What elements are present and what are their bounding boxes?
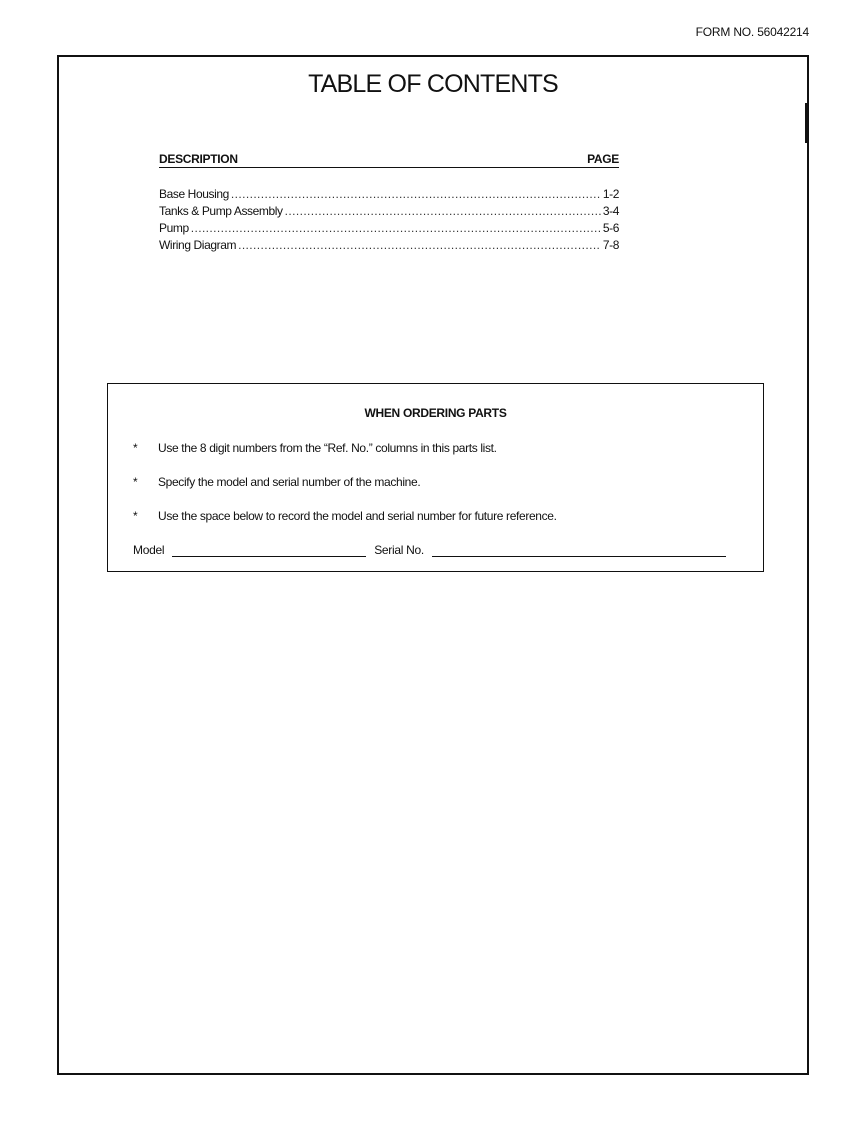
toc-entry-description: Wiring Diagram	[159, 238, 237, 252]
ordering-instruction-text: Use the 8 digit numbers from the “Ref. No.” columns in this parts list.	[158, 441, 497, 455]
toc-leader-dots	[285, 203, 601, 220]
page-frame	[57, 55, 809, 1075]
ordering-instruction	[133, 441, 497, 455]
toc-entry-page: 1-2	[602, 187, 619, 201]
toc-entry-page: 3-4	[602, 204, 619, 218]
serial-blank-line[interactable]	[432, 544, 726, 557]
serial-label: Serial No.	[374, 543, 424, 557]
bullet-marker: *	[133, 509, 138, 523]
ordering-instruction-text: Use the space below to record the model and serial number for future reference.	[158, 509, 557, 523]
toc-entry[interactable]	[159, 186, 619, 203]
table-of-contents	[159, 152, 619, 254]
page-title: TABLE OF CONTENTS	[308, 70, 558, 98]
bullet-marker: *	[133, 441, 138, 455]
toc-leader-dots	[231, 186, 601, 203]
ordering-instruction	[133, 475, 420, 489]
toc-entry-page: 5-6	[602, 221, 619, 235]
form-number: FORM NO. 56042214	[695, 25, 809, 39]
toc-entry-description: Tanks & Pump Assembly	[159, 204, 283, 218]
toc-entry[interactable]	[159, 237, 619, 254]
toc-entry-page: 7-8	[602, 238, 619, 252]
model-label: Model	[133, 543, 165, 557]
toc-entry[interactable]	[159, 203, 619, 220]
toc-description-header: DESCRIPTION	[159, 152, 238, 166]
ordering-instruction	[133, 509, 557, 523]
ordering-instruction-text: Specify the model and serial number of the machine.	[158, 475, 421, 489]
bullet-marker: *	[133, 475, 138, 489]
toc-entry-description: Base Housing	[159, 187, 229, 201]
toc-leader-dots	[238, 237, 601, 254]
toc-header	[159, 152, 619, 168]
ordering-parts-box	[107, 383, 764, 572]
toc-page-header: PAGE	[587, 152, 619, 166]
toc-entry-description: Pump	[159, 221, 189, 235]
toc-entry[interactable]	[159, 220, 619, 237]
ordering-parts-title: WHEN ORDERING PARTS	[364, 406, 507, 420]
model-serial-record-row	[133, 543, 734, 557]
model-blank-line[interactable]	[172, 544, 366, 557]
toc-leader-dots	[191, 220, 601, 237]
toc-list	[159, 186, 619, 254]
